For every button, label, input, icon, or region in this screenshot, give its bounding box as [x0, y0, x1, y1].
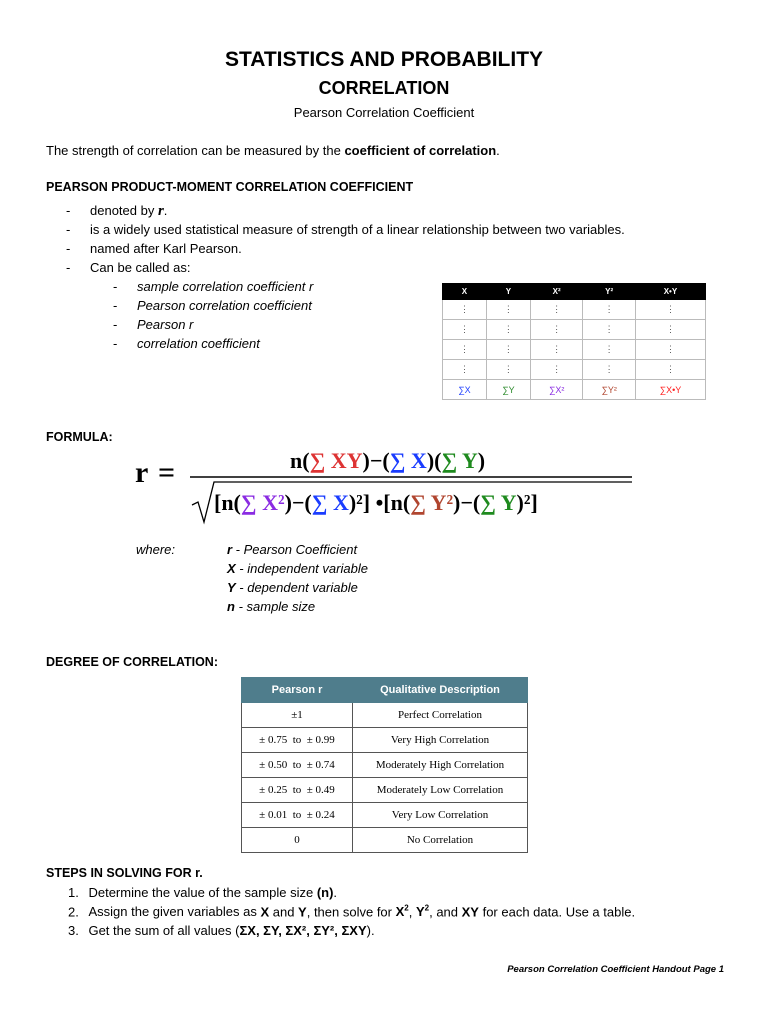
- step-item: [68, 885, 337, 900]
- step-bold: XY: [461, 904, 479, 920]
- step-end: .: [333, 885, 338, 900]
- table-cell: ⋮: [443, 340, 487, 360]
- sub-bullet-text: Pearson r: [137, 317, 194, 332]
- step-text: Determine the value of the sample size: [88, 885, 317, 900]
- table-cell: ⋮: [443, 360, 487, 380]
- step-end: ).: [366, 923, 375, 938]
- table-header: X²: [530, 284, 583, 300]
- pearson-heading: PEARSON PRODUCT-MOMENT CORRELATION COEFFICIENT: [46, 180, 414, 194]
- step-bold: Y: [415, 904, 425, 920]
- table-cell: ⋮: [530, 340, 583, 360]
- table-cell: ⋮: [486, 320, 530, 340]
- table-cell: ⋮: [486, 300, 530, 320]
- table-header: Y²: [583, 284, 636, 300]
- description-cell: Moderately Low Correlation: [353, 778, 528, 803]
- definition-item: [227, 542, 357, 557]
- degree-table: [241, 677, 528, 853]
- table-cell: ⋮: [583, 320, 636, 340]
- definition-symbol: n: [227, 599, 235, 614]
- step-bold: X: [395, 904, 405, 920]
- table-row: [443, 300, 706, 320]
- pearson-r-cell: 0: [242, 828, 353, 853]
- pearson-r-cell: ± 0.75 to ± 0.99: [242, 728, 353, 753]
- degree-heading: DEGREE OF CORRELATION:: [46, 655, 218, 669]
- definition-item: [227, 561, 368, 576]
- step-bold: X: [260, 904, 270, 920]
- step-text: , and: [429, 904, 462, 920]
- steps-heading: STEPS IN SOLVING FOR r.: [46, 866, 203, 880]
- sum-cell: ∑X•Y: [635, 380, 705, 400]
- definition-text: - dependent variable: [235, 580, 358, 595]
- step-text: Assign the given variables as: [88, 904, 261, 920]
- formula-denominator: [n(∑ X²)−(∑ X)²] •[n(∑ Y²)−(∑ Y)²]: [214, 490, 538, 515]
- table-cell: ⋮: [583, 340, 636, 360]
- sum-cell: ∑X: [443, 380, 487, 400]
- bullet-named: - named after Karl Pearson.: [66, 241, 242, 256]
- definition-symbol: X: [227, 561, 236, 576]
- table-row: [242, 778, 528, 803]
- page-footer: Pearson Correlation Coefficient Handout Page 1: [507, 964, 724, 975]
- table-cell: ⋮: [635, 320, 705, 340]
- table-cell: ⋮: [530, 320, 583, 340]
- table-cell: ⋮: [486, 340, 530, 360]
- table-cell: ⋮: [530, 360, 583, 380]
- definition-item: [227, 580, 358, 595]
- sub-bullet: - sample correlation coefficient r: [113, 279, 314, 294]
- table-cell: ⋮: [635, 340, 705, 360]
- table-header: Y: [486, 284, 530, 300]
- sum-cell: ∑Y: [486, 380, 530, 400]
- formula-equals: =: [158, 456, 176, 489]
- description-cell: Perfect Correlation: [353, 703, 528, 728]
- sub-bullet-text: correlation coefficient: [137, 336, 260, 351]
- step-text: ,: [408, 904, 416, 920]
- table-header: Qualitative Description: [353, 678, 528, 703]
- sub-bullet: - Pearson r: [113, 317, 194, 332]
- step-text: for each data. Use a table.: [478, 904, 636, 920]
- table-cell: ⋮: [635, 360, 705, 380]
- bullet-measure: - is a widely used statistical measure of strength of a linear relationship between two variables.: [66, 222, 625, 237]
- sub-bullet-text: sample correlation coefficient r: [137, 279, 314, 294]
- pearson-r-cell: ±1: [242, 703, 353, 728]
- intro-text: The strength of correlation can be measured by the: [46, 143, 345, 158]
- table-row: [242, 753, 528, 778]
- table-cell: ⋮: [583, 360, 636, 380]
- pearson-r-cell: ± 0.01 to ± 0.24: [242, 803, 353, 828]
- table-cell: ⋮: [530, 300, 583, 320]
- sub-bullet: - Pearson correlation coefficient: [113, 298, 312, 313]
- description-cell: No Correlation: [353, 828, 528, 853]
- table-header: Pearson r: [242, 678, 353, 703]
- table-cell: ⋮: [443, 320, 487, 340]
- table-cell: ⋮: [486, 360, 530, 380]
- table-row: [443, 320, 706, 340]
- where-label: where:: [136, 542, 176, 557]
- sum-cell: ∑X²: [530, 380, 583, 400]
- step-item: [68, 923, 375, 938]
- table-header: X: [443, 284, 487, 300]
- table-row: [242, 703, 528, 728]
- table-cell: ⋮: [443, 300, 487, 320]
- step-bold: $X^2$: [395, 904, 409, 920]
- document-subtitle: CORRELATION: [318, 78, 450, 98]
- sum-row: [443, 380, 706, 400]
- step-text: and: [269, 904, 299, 920]
- formula-heading: FORMULA:: [46, 430, 113, 444]
- bullet-text: is a widely used statistical measure of strength of a linear relationship between two variables.: [90, 222, 625, 237]
- computation-table: [442, 283, 706, 400]
- step-text: Get the sum of all values (: [88, 923, 240, 938]
- definition-text: - independent variable: [235, 561, 368, 576]
- table-cell: ⋮: [635, 300, 705, 320]
- bullet-text: denoted by: [90, 203, 158, 218]
- table-cell: ⋮: [583, 300, 636, 320]
- pearson-r-cell: ± 0.25 to ± 0.49: [242, 778, 353, 803]
- pearson-formula: [130, 442, 640, 526]
- step-bold: $Y^2$: [415, 904, 430, 920]
- table-row: [242, 728, 528, 753]
- bullet-denoted: - denoted by r.: [66, 203, 168, 219]
- sub-bullet: - correlation coefficient: [113, 336, 260, 351]
- definition-text: - sample size: [234, 599, 316, 614]
- bullet-text: named after Karl Pearson.: [90, 241, 242, 256]
- formula-r: r: [135, 456, 149, 489]
- intro-bold: coefficient of correlation: [344, 143, 497, 158]
- definition-text: - Pearson Coefficient: [232, 542, 358, 557]
- pearson-r-cell: ± 0.50 to ± 0.74: [242, 753, 353, 778]
- step-item: [68, 904, 635, 919]
- step-bold: (n): [316, 885, 334, 900]
- step-bold: ΣX, ΣY, ΣX², ΣY², ΣXY: [239, 923, 367, 938]
- step-number: 3.: [68, 923, 79, 938]
- definition-symbol: Y: [227, 580, 236, 595]
- table-row: [443, 340, 706, 360]
- formula-numerator: n(∑ XY)−(∑ X)(∑ Y): [290, 448, 486, 473]
- table-row: [242, 828, 528, 853]
- definition-symbol: r: [227, 542, 233, 557]
- bullet-text: Can be called as:: [90, 260, 191, 275]
- description-cell: Very High Correlation: [353, 728, 528, 753]
- description-cell: Very Low Correlation: [353, 803, 528, 828]
- definition-item: [227, 599, 315, 614]
- r-symbol: r: [157, 203, 164, 219]
- step-bold: Y: [298, 904, 307, 920]
- step-number: 1.: [68, 885, 79, 900]
- description-cell: Moderately High Correlation: [353, 753, 528, 778]
- table-row: [443, 360, 706, 380]
- document-subtitle-small: Pearson Correlation Coefficient: [293, 105, 475, 120]
- table-row: [242, 803, 528, 828]
- bullet-end: .: [163, 203, 168, 218]
- intro-paragraph: [46, 143, 500, 158]
- intro-end: .: [496, 143, 500, 158]
- bullet-called: - Can be called as:: [66, 260, 191, 275]
- sum-cell: ∑Y²: [583, 380, 636, 400]
- table-header: X•Y: [635, 284, 705, 300]
- step-text: , then solve for: [306, 904, 396, 920]
- sub-bullet-text: Pearson correlation coefficient: [137, 298, 312, 313]
- step-number: 2.: [68, 904, 79, 920]
- document-title: STATISTICS AND PROBABILITY: [224, 48, 544, 71]
